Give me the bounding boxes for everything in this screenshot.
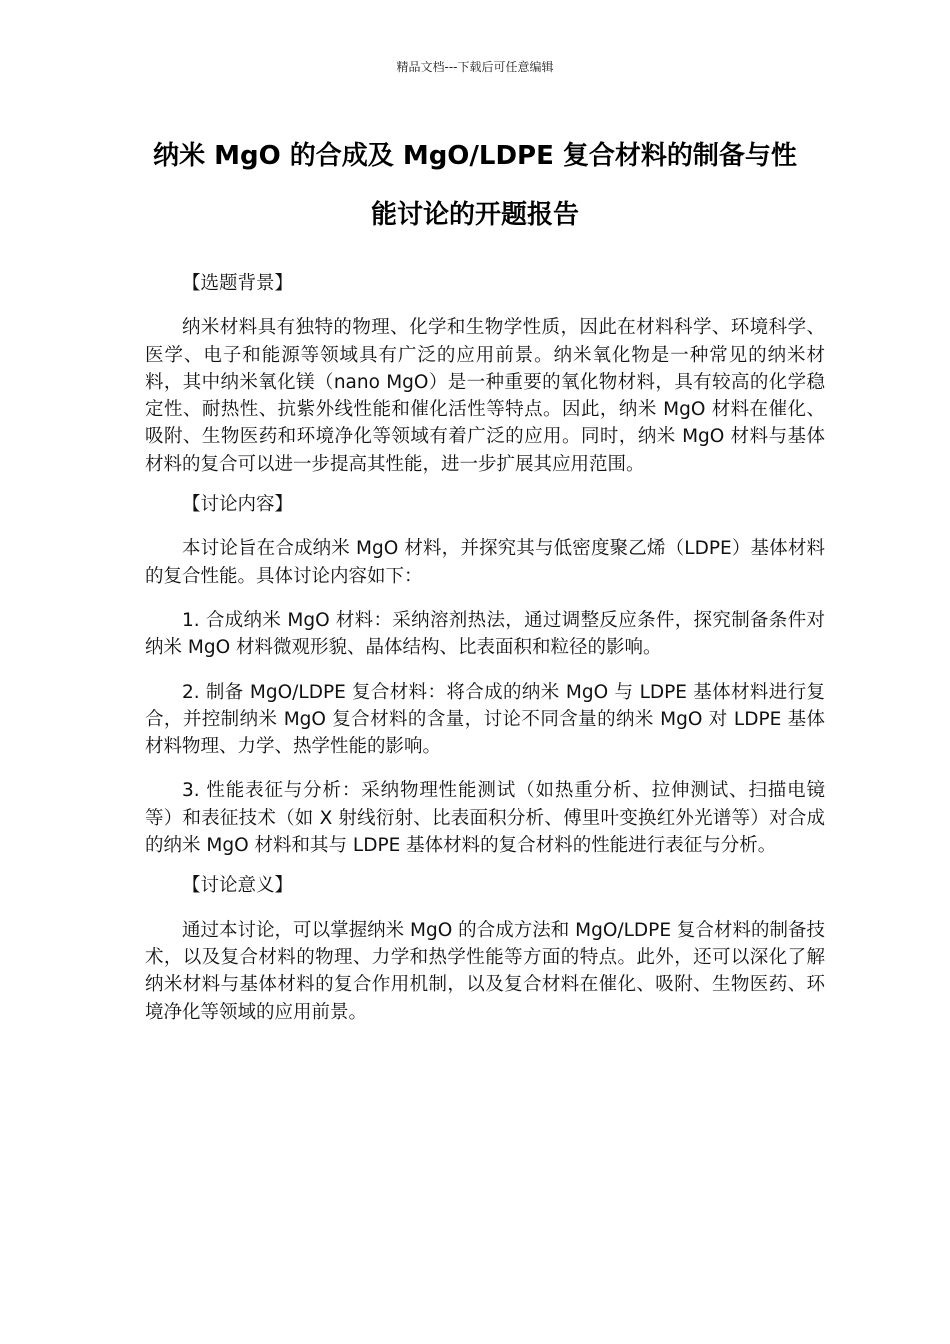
page-header: 精品文档---下载后可任意编辑 (396, 60, 554, 74)
section-heading-content: 【讨论内容】 (182, 494, 294, 516)
background-paragraph: 纳米材料具有独特的物理、化学和生物学性质，因此在材料科学、环境科学、医学、电子和能源等领域具有广泛的应用前景。纳米氧化物是一种常见的纳米材料，其中纳米氧化镁（nano MgO）是一种重要的氧化物材料，具有较高的化学稳定性、耐热性、抗紫外线性能和催化活性等特点。因此，纳米 MgO 材料在催化、吸附、生物医药和环境净化等领域有着广泛的应用。同时，纳米 MgO 材料与基体材料的复合可以进一步提高其性能，进一步扩展其应用范围。 (145, 317, 825, 475)
document-title-line-1: 纳米 MgO 的合成及 MgO/LDPE 复合材料的制备与性 (153, 141, 797, 171)
document-body (145, 270, 825, 1026)
content-intro-paragraph: 本讨论旨在合成纳米 MgO 材料，并探究其与低密度聚乙烯（LDPE）基体材料的复合性能。具体讨论内容如下： (145, 538, 825, 587)
document-title-line-2: 能讨论的开题报告 (370, 200, 579, 230)
content-item-3: 3. 性能表征与分析：采纳物理性能测试（如热重分析、拉伸测试、扫描电镜等）和表征技术（如 X 射线衍射、比表面积分析、傅里叶变换红外光谱等）对合成的纳米 MgO 材料和其与 LDPE 基体材料的复合材料的性能进行表征与分析。 (145, 780, 825, 857)
section-heading-significance: 【讨论意义】 (182, 875, 294, 897)
section-heading-background: 【选题背景】 (182, 273, 294, 294)
significance-paragraph: 通过本讨论，可以掌握纳米 MgO 的合成方法和 MgO/LDPE 复合材料的制备技术，以及复合材料的物理、力学和热学性能等方面的特点。此外，还可以深化了解纳米材料与基体材料的复合作用机制，以及复合材料在催化、吸附、生物医药、环境净化等领域的应用前景。 (145, 919, 825, 1023)
content-item-2: 2. 制备 MgO/LDPE 复合材料：将合成的纳米 MgO 与 LDPE 基体材料进行复合，并控制纳米 MgO 复合材料的含量，讨论不同含量的纳米 MgO 对 LDPE 基体材料物理、力学、热学性能的影响。 (145, 681, 825, 758)
content-item-1: 1. 合成纳米 MgO 材料：采纳溶剂热法，通过调整反应条件，探究制备条件对纳米 MgO 材料微观形貌、晶体结构、比表面积和粒径的影响。 (145, 609, 825, 659)
